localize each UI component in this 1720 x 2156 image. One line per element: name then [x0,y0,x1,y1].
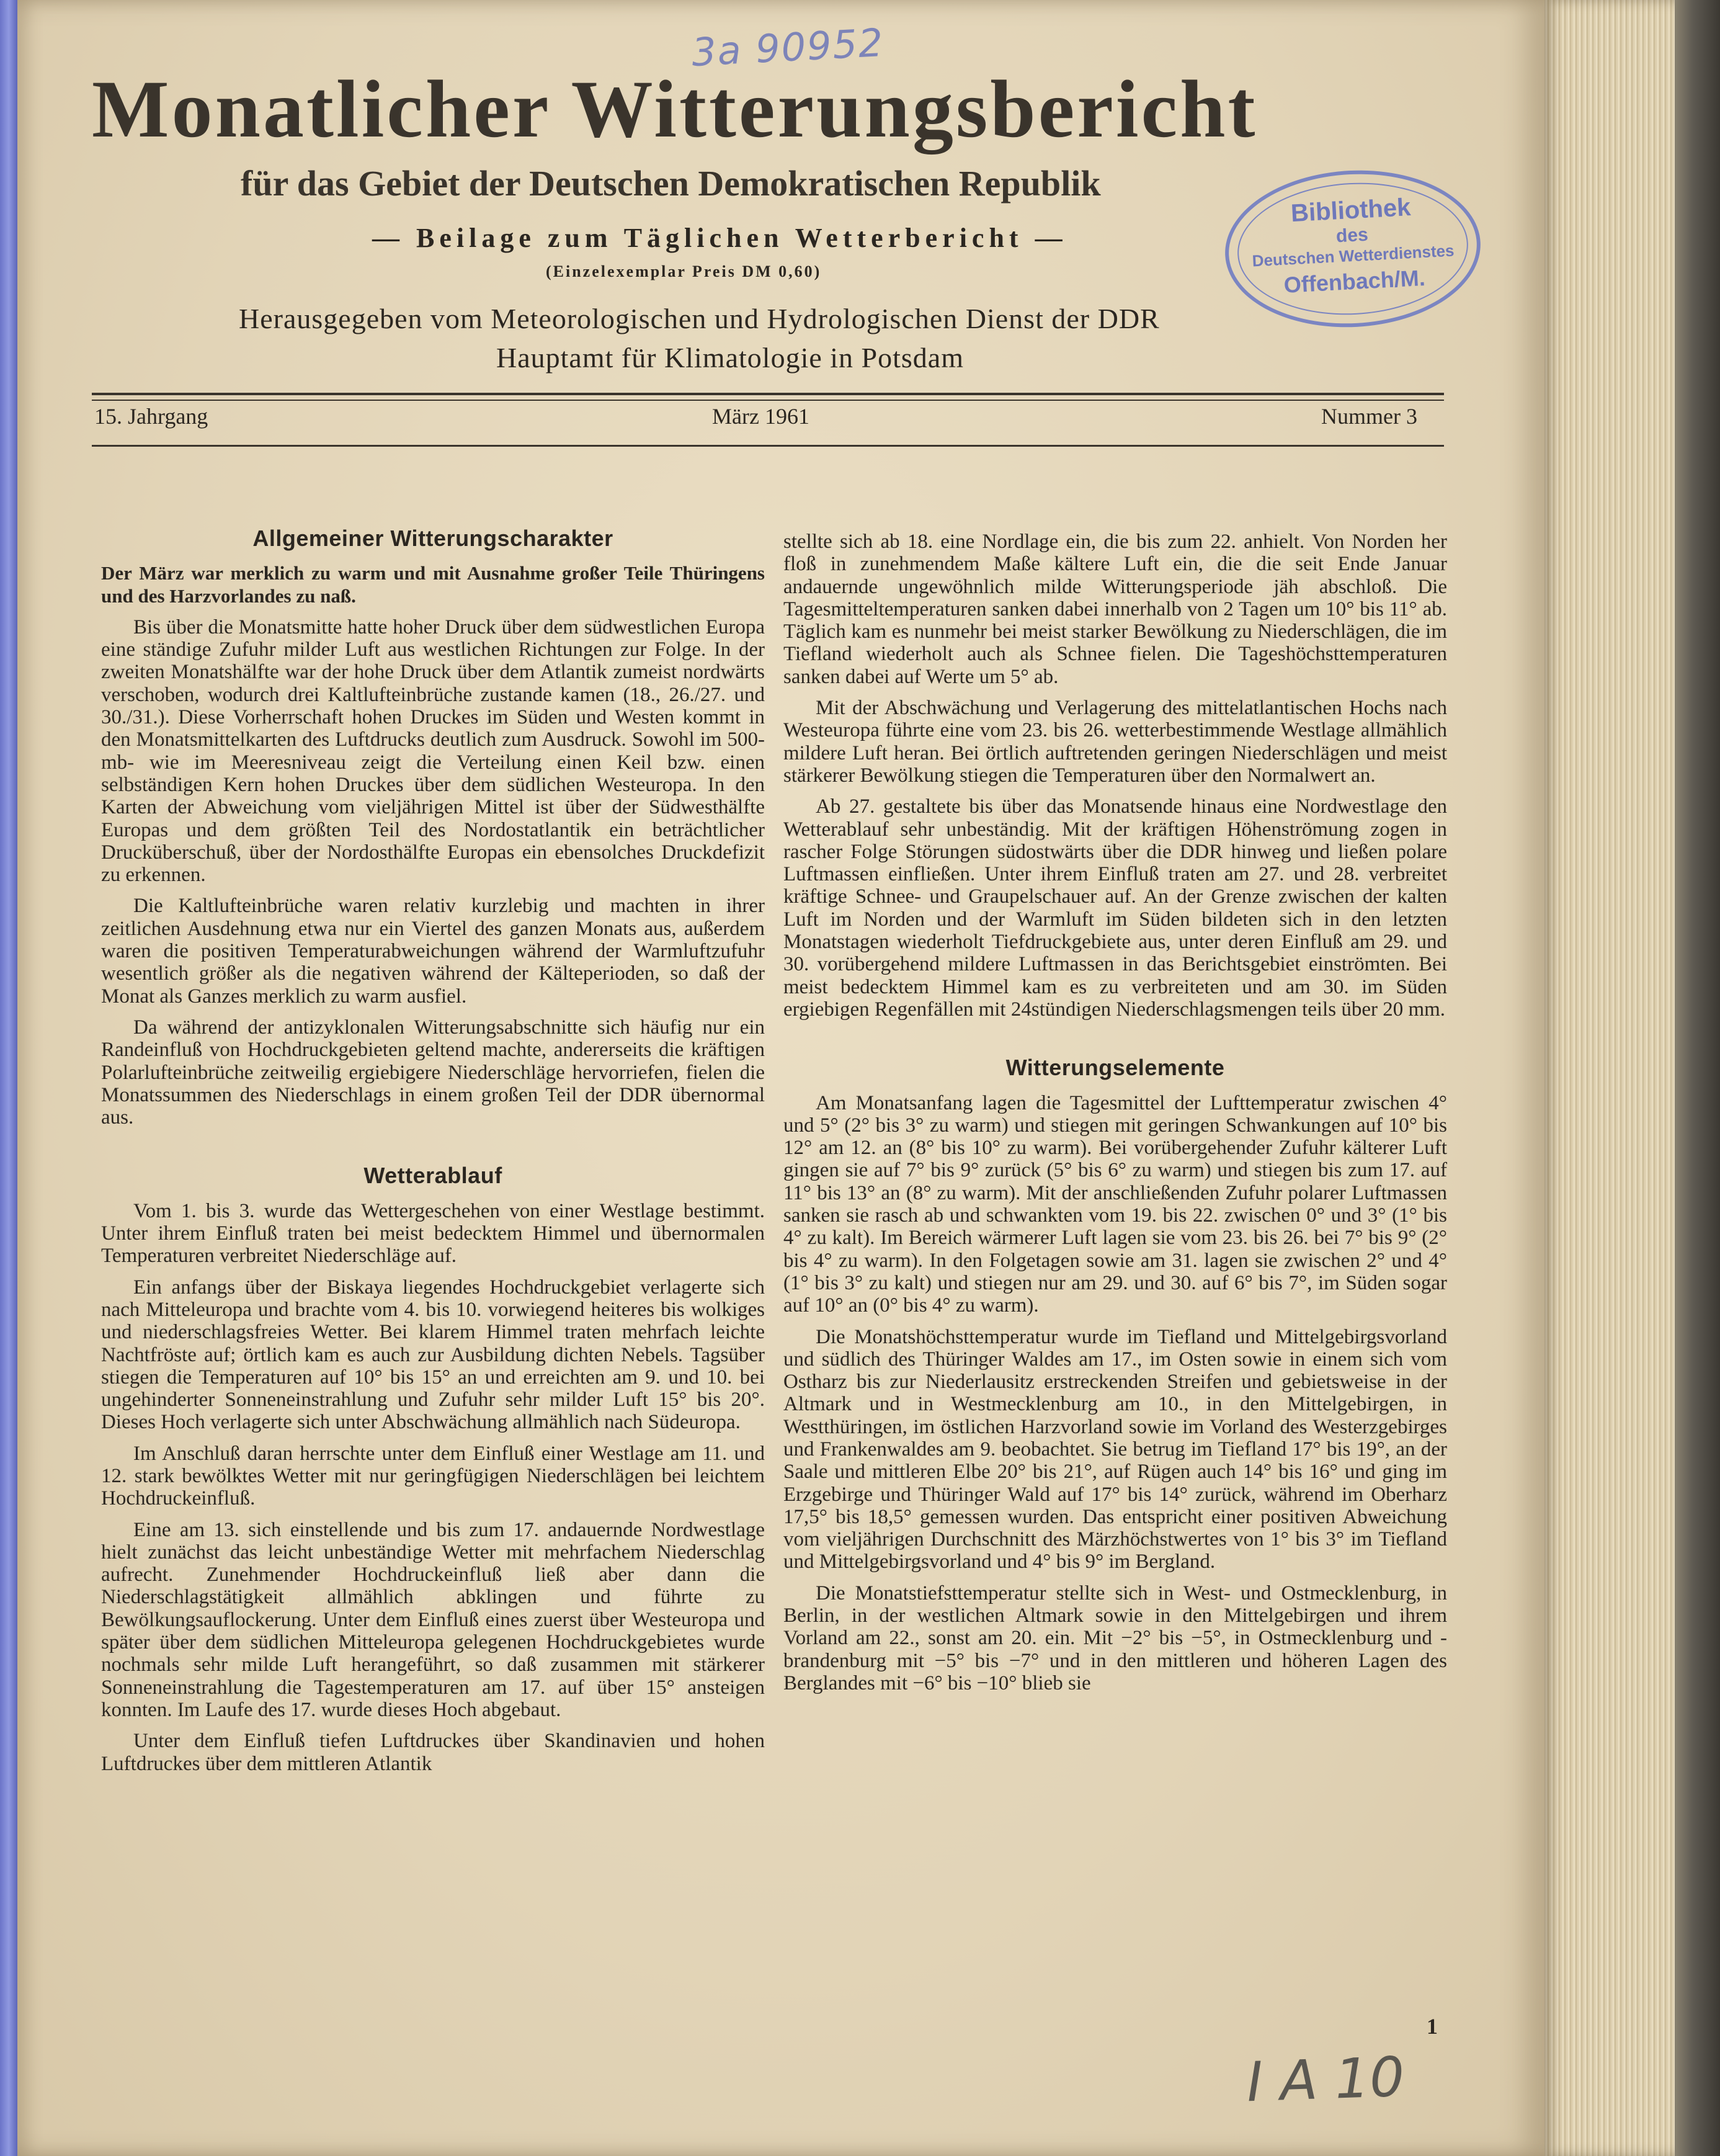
paragraph: Bis über die Monatsmitte hatte hoher Druck über dem südwestlichen Europa eine ständige Zufuhr milder Luft aus westlichen Richtungen zur Folge. In der zweiten Monatshälfte war der hohe Druck über dem Atlantik zumeist nordwärts verschoben, wodurch drei Kaltlufteinbrüche zustande kamen (18., 26./27. und 30./31.). Diese Vorherrschaft hohen Druckes im Süden und Westen kommt in den Monatsmittelkarten des Luftdrucks deutlich zum Ausdruck. Sowohl im 500-mb- wie im Meeresniveau zeigt die Verteilung einen Keil bzw. einen selbständigen Kern hohen Druckes über dem südlichen Westeuropa. In den Karten der Abweichung vom vieljährigen Mittel ist über der Südwesthälfte Europas und dem größten Teil des Nordostatlantik ein beträchtlicher Drucküberschuß, über der Nordosthälfte Europas ein ebensolches Druckdefizit zu erkennen. [101,615,765,887]
issue-date: März 1961 [712,404,809,429]
paragraph: Die Kaltlufteinbrüche waren relativ kurzlebig und machten in ihrer zeitlichen Ausdehnung etwa nur ein Viertel des ganzen Monats aus, außerdem waren die positiven Temperaturabweichungen während der Warmluftzufuhr wesentlich größer als die negativen während der Kälteperioden, so daß der Monat als Ganzes merklich zu warm ausfiel. [101,895,765,1008]
lead-paragraph: Der März war merklich zu warm und mit Ausnahme großer Teile Thüringens und des Harzvorlandes zu naß. [101,562,765,607]
left-column [101,527,765,1784]
spacer [101,1137,765,1165]
masthead-supplement: — Beilage zum Täglichen Wetterbericht — [372,223,1067,253]
issue-volume: 15. Jahrgang [94,404,208,429]
paragraph: Am Monatsanfang lagen die Tagesmittel der Lufttemperatur zwischen 4° und 5° (2° bis 3° zu warm) und stiegen mit geringen Schwankungen auf 10° bis 12° am 12. an (8° bis 10° zu warm). Bei vorübergehender Zufuhr kälterer Luft gingen sie auf 7° bis 9° zurück (5° bis 6° zu warm) und stiegen bis zum 17. auf 11° bis 13° an (8° zu warm). Mit der anschließenden Zufuhr polarer Luftmassen sanken sie rasch ab und schwankten vom 19. bis 22. zwischen 0° und 3° (1° bis 4° zu kalt). Im Bereich wärmerer Luft lagen sie vom 23. bis 26. bei 7° bis 9° (2° bis 4° zu warm). In den Folgetagen sowie am 31. lagen sie zwischen 2° und 4° (1° bis 3° zu kalt) und stiegen nur am 29. und 30. auf 6° bis 7°, im Süden sogar auf 10° an (0° bis 4° zu warm). [783,1091,1447,1317]
paragraph: Im Anschluß daran herrschte unter dem Einfluß einer Westlage am 11. und 12. stark bewölktes Wetter mit nur geringfügigen Niederschlägen bei leichtem Hochdruckeinfluß. [101,1442,765,1510]
right-column [783,530,1447,1703]
paragraph: Die Monatstiefsttemperatur stellte sich in West- und Ostmecklenburg, in Berlin, in der westlichen Altmark sowie in den Mittelgebirgen und ihrem Vorland am 22., sonst am 20. ein. Mit −2° bis −5°, in Ostmecklenburg und -brandenburg mit −5° bis −7° und in den mittleren und höheren Lagen des Berglandes mit −6° bis −10° blieb sie [783,1581,1447,1694]
masthead-title: Monatlicher Witterungsbericht [92,63,1258,154]
masthead-publisher: Herausgegeben vom Meteorologischen und Hydrologischen Dienst der DDR [239,303,1160,334]
section-heading-weather-course: Wetterablauf [363,1163,502,1189]
stamp-line-3: Deutschen Wetterdienstes [1251,241,1455,271]
paragraph: Ein anfangs über der Biskaya liegendes Hochdruckgebiet verlagerte sich nach Mitteleuropa und brachte vom 4. bis 10. vorwiegend heiteres bis wolkiges und niederschlagsfreies Wetter. Bei klarem Himmel traten mehrfach leichte Nachtfröste auf; örtlich kam es auch zur Ausbildung dichten Nebels. Tagsüber stiegen die Temperaturen auf 10° bis 15° an und erreichten am 9. und 10. bei ungehinderter Sonneneinstrahlung und Zufuhr sehr milder Luft 15° bis 20°. Dieses Hoch verlagerte sich unter Abschwächung allmählich nach Südeuropa. [101,1276,765,1434]
section-heading-general: Allgemeiner Witterungscharakter [252,526,613,551]
binding-edge [1675,0,1720,2156]
masthead-rule-thin [92,400,1444,401]
binding-spine [0,0,17,2156]
paragraph: Da während der antizyklonalen Witterungsabschnitte sich häufig nur ein Randeinfluß von Hochdruckgebieten geltend machte, andererseits die kräftigen Polarlufteinbrüche zeitweilig ergiebigere Niederschläge hervorriefen, fielen die Monatssummen des Niederschlags in einem großen Teil der DDR übernormal aus. [101,1016,765,1129]
spacer [783,1029,1447,1057]
paragraph: stellte sich ab 18. eine Nordlage ein, die bis zum 22. anhielt. Von Norden her floß in zunehmendem Maße kältere Luft ein, die die seit Ende Januar andauernde ungewöhnlich milde Witterungsperiode jäh abschloß. Die Tagesmitteltemperaturen sanken dabei innerhalb von 2 Tagen um 10° bis 11° ab. Täglich kam es nunmehr bei meist starker Bewölkung zu Niederschlägen, die im Tiefland wiederholt auch als Schnee fielen. Die Tageshöchsttemperaturen sanken dabei auf Werte um 5° ab. [783,530,1447,688]
paragraph: Mit der Abschwächung und Verlagerung des mittelatlantischen Hochs nach Westeuropa führte eine vom 23. bis 26. wetterbestimmende Westlage allmählich mildere Luft heran. Bei örtlich auftretenden geringen Niederschlägen und meist stärkerer Bewölkung stiegen die Temperaturen über den Normalwert an. [783,697,1447,787]
paragraph: Ab 27. gestaltete bis über das Monatsende hinaus eine Nordwestlage den Wetterablauf sehr unbeständig. Mit der kräftigen Höhenströmung zogen in rascher Folge Störungen südostwärts über die DDR hinweg und ließen polare Luftmassen einfließen. Unter ihrem Einfluß traten am 27. und 28. verbreitet kräftige Schnee- und Graupelschauer auf. An der Grenze zwischen der kalten Luft im Norden und der Warmluft im Süden bildeten sich in den letzten Monatstagen wiederholt Tiefdruckgebiete aus, unter deren Einfluß am 29. und 30. vorübergehend mildere Luftmassen in das Berichtsgebiet einströmten. Bei meist bedecktem Himmel kam es zu verbreiteten und am 30. im Süden ergiebigen Regenfällen mit 24stündigen Niederschlagsmengen teils über 20 mm. [783,795,1447,1021]
paragraph: Vom 1. bis 3. wurde das Wettergeschehen von einer Westlage bestimmt. Unter ihrem Einfluß traten bei meist bedecktem Himmel und übernormalen Temperaturen verbreitet Niederschläge auf. [101,1199,765,1268]
stamp-line-2: des [1335,224,1369,247]
issue-rule [92,445,1444,447]
paragraph: Eine am 13. sich einstellende und bis zum 17. andauernde Nordwestlage hielt zunächst das leicht unbeständige Wetter mit mehrfachem Niederschlag aufrecht. Zunehmender Hochdruckeinfluß ließ aber dann die Niederschlagstätigkeit allmählich abklingen und führte zu Bewölkungsauflockerung. Unter dem Einfluß eines zuerst über Westeuropa und später über dem südlichen Mitteleuropa gelegenen Hochdruckgebietes wurde nochmals sehr milde Luft herangeführt, so daß zusammen mit stärkerer Sonneneinstrahlung die Tagestemperaturen am 17. auf über 15° ansteigen konnten. Im Laufe des 17. wurde dieses Hoch abgebaut. [101,1518,765,1721]
page-number: 1 [1427,2014,1438,2039]
masthead-price: (Einzelexemplar Preis DM 0,60) [546,262,822,280]
stamp-line-1: Bibliothek [1290,194,1412,228]
masthead-office: Hauptamt für Klimatologie in Potsdam [496,342,965,373]
issue-number: Nummer 3 [1321,404,1417,429]
masthead-rule-thick [92,393,1444,395]
paragraph: Die Monatshöchsttemperatur wurde im Tiefland und Mittelgebirgsvorland und südlich des Thüringer Waldes am 17., im Osten sowie in einem sich vom Ostharz bis zur Niederlausitz erstreckenden Streifen und gebietsweise in der Altmark und in Westmecklenburg am 10., in den Mittelgebirgen, in Westthüringen, im östlichen Harzvorland sowie im Vorland des Westerzgebirges und Frankenwaldes am 9. beobachtet. Sie betrug im Tiefland 17° bis 19°, an der Saale und mittleren Elbe 20° bis 21°, auf Rügen auch 14° bis 16° und ging im Erzgebirge und Thüringer Wald auf 17° bis 14° zurück, während im Oberharz 17,5° bis 18,5° gemessen wurden. Das entspricht einer positiven Abweichung vom vieljährigen Durchschnitt des Märzhöchstwertes von 1° bis 3° im Tiefland und Mittelgebirgsvorland und 4° bis 9° im Bergland. [783,1325,1447,1573]
paragraph: Unter dem Einfluß tiefen Luftdruckes über Skandinavien und hohen Luftdruckes über dem mittleren Atlantik [101,1730,765,1775]
handwritten-annotation-bottom: I A 10 [1245,2044,1406,2114]
handwritten-annotation-top: 3a 90952 [690,19,886,76]
stamp-line-4: Offenbach/M. [1283,264,1426,298]
masthead-subtitle: für das Gebiet der Deutschen Demokratischen Republik [241,163,1101,204]
section-heading-weather-elements: Witterungselemente [1005,1055,1225,1081]
